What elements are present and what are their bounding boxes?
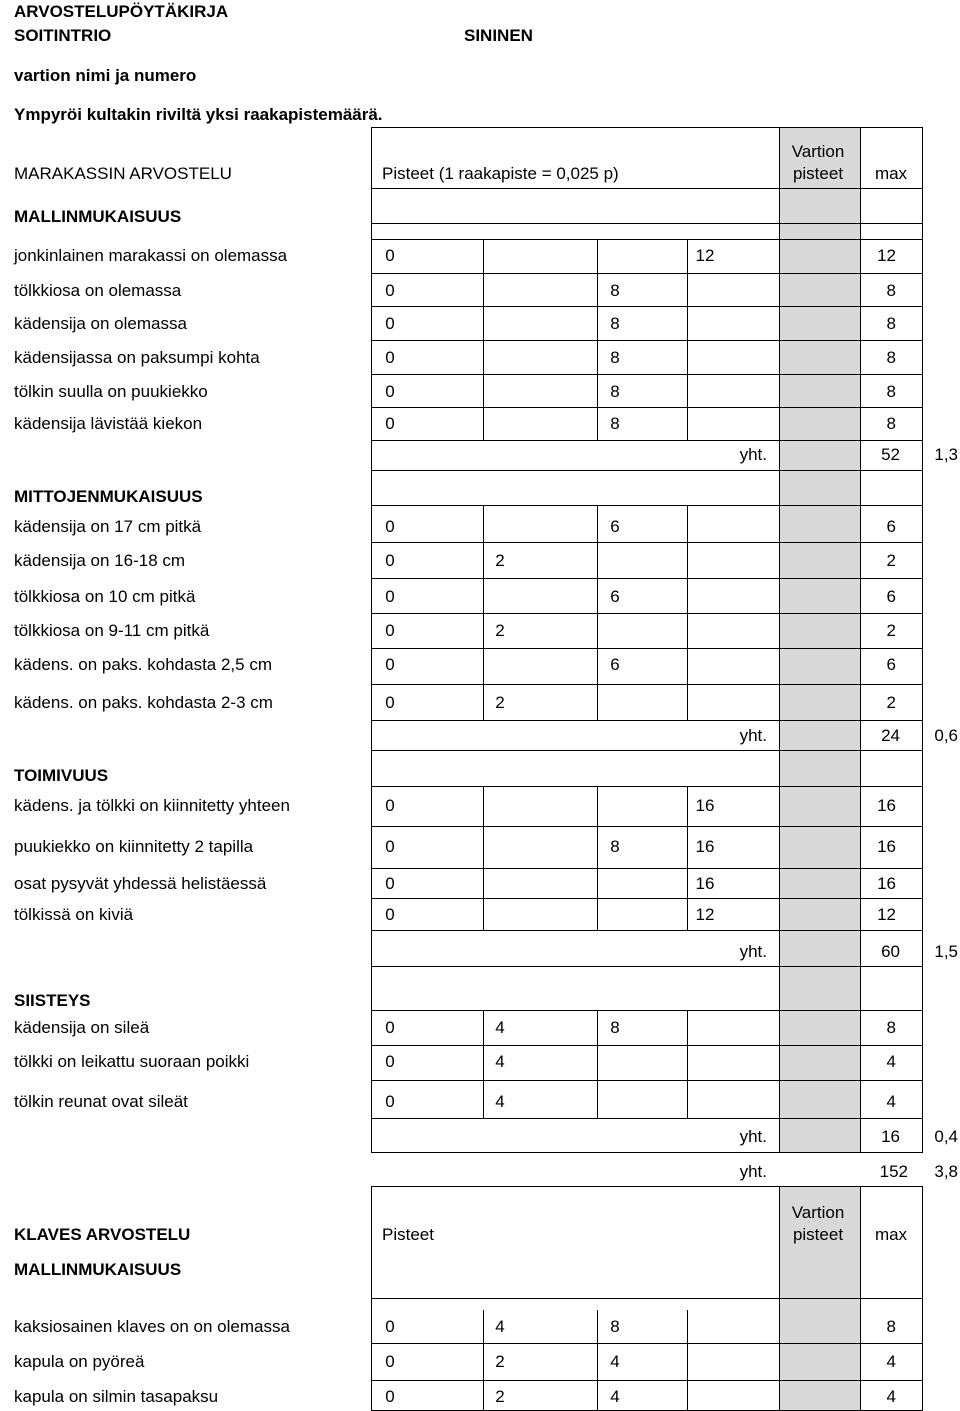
grid-line <box>687 505 688 720</box>
grid-line <box>922 127 923 1152</box>
grid-line <box>483 505 484 720</box>
raw-score-option: 6 <box>610 587 620 606</box>
raw-score-option: 0 <box>385 382 395 401</box>
klaves-max-header: max <box>874 1225 908 1244</box>
grid-line <box>371 1010 923 1011</box>
section-title: MITTOJENMUKAISUUS <box>14 487 203 506</box>
max-value: 8 <box>886 1317 896 1336</box>
total-points: 0,6 <box>934 726 958 745</box>
raw-score-option: 0 <box>385 1052 395 1071</box>
criterion-label: kapula on silmin tasapaksu <box>14 1387 219 1406</box>
criterion-label: kädensija on 17 cm pitkä <box>14 517 202 536</box>
grid-line <box>371 188 923 189</box>
max-value: 8 <box>886 382 896 401</box>
grid-line <box>371 1080 923 1081</box>
grid-line <box>371 930 923 931</box>
grid-line <box>371 306 923 307</box>
section-title: TOIMIVUUS <box>14 766 109 785</box>
grid-line <box>371 440 923 441</box>
grid-line <box>371 720 923 721</box>
raw-score-option: 0 <box>385 348 395 367</box>
grid-line <box>597 505 598 720</box>
criterion-label: kädensija lävistää kiekon <box>14 414 203 433</box>
max-value: 8 <box>886 281 896 300</box>
raw-score-option: 0 <box>385 837 395 856</box>
max-value: 16 <box>877 874 896 893</box>
criterion-label: kädens. on paks. kohdasta 2-3 cm <box>14 693 273 712</box>
points-header: Pisteet (1 raakapiste = 0,025 p) <box>382 164 619 183</box>
raw-score-option: 2 <box>495 551 505 570</box>
total-max: 24 <box>881 726 900 745</box>
grid-line <box>687 786 688 930</box>
grid-line <box>371 127 372 1152</box>
raw-score-option: 0 <box>385 414 395 433</box>
raw-score-option: 8 <box>610 314 620 333</box>
raw-score-option: 0 <box>385 796 395 815</box>
raw-score-option: 16 <box>695 837 715 856</box>
raw-score-option: 0 <box>385 621 395 640</box>
criterion-label: tölkin reunat ovat sileät <box>14 1092 188 1111</box>
criterion-label: osat pysyvät yhdessä helistäessä <box>14 874 267 893</box>
criterion-label: tölkkiosa on olemassa <box>14 281 182 300</box>
total-points: 0,4 <box>934 1127 958 1146</box>
raw-score-option: 0 <box>385 655 395 674</box>
raw-score-option: 4 <box>610 1352 620 1371</box>
raw-score-option: 16 <box>695 796 715 815</box>
raw-score-option: 0 <box>385 693 395 712</box>
grid-line <box>597 786 598 930</box>
grid-line <box>371 273 923 274</box>
raw-score-option: 8 <box>610 281 620 300</box>
total-label: yht. <box>739 942 767 961</box>
section-title: SIISTEYS <box>14 991 91 1010</box>
raw-score-option: 4 <box>495 1052 505 1071</box>
max-value: 8 <box>886 348 896 367</box>
grid-line <box>371 470 923 471</box>
grid-line <box>483 1310 484 1410</box>
criterion-label: puukiekko on kiinnitetty 2 tapilla <box>14 837 254 856</box>
max-value: 6 <box>886 517 896 536</box>
raw-score-option: 8 <box>610 382 620 401</box>
grid-line <box>483 239 484 440</box>
raw-score-option: 0 <box>385 905 395 924</box>
grid-line <box>371 1380 923 1381</box>
raw-score-option: 8 <box>610 1018 620 1037</box>
max-value: 8 <box>886 414 896 433</box>
criterion-label: kädensijassa on paksumpi kohta <box>14 348 260 367</box>
raw-score-option: 6 <box>610 517 620 536</box>
criterion-label: jonkinlainen marakassi on olemassa <box>14 246 288 265</box>
klaves-team-points-header: pisteet <box>792 1225 844 1244</box>
raw-score-option: 0 <box>385 551 395 570</box>
raw-score-option: 12 <box>695 905 715 924</box>
grid-line <box>371 223 923 224</box>
grid-line <box>687 239 688 440</box>
criterion-label: kädens. ja tölkki on kiinnitetty yhteen <box>14 796 290 815</box>
grid-line <box>371 684 923 685</box>
grid-line <box>860 127 861 1152</box>
raw-score-option: 2 <box>495 693 505 712</box>
total-points: 1,3 <box>934 445 958 464</box>
max-value: 16 <box>877 837 896 856</box>
grid-line <box>597 1010 598 1118</box>
max-value: 12 <box>877 905 896 924</box>
total-max: 16 <box>881 1127 900 1146</box>
criterion-label: kädensija on sileä <box>14 1018 150 1037</box>
klaves-points-header: Pisteet <box>382 1225 434 1244</box>
raw-score-option: 0 <box>385 1352 395 1371</box>
max-header: max <box>874 164 908 183</box>
marakassi-title: MARAKASSIN ARVOSTELU <box>14 164 232 183</box>
team-points-header: pisteet <box>792 164 844 183</box>
grid-line <box>371 613 923 614</box>
team-color: SININEN <box>464 26 533 45</box>
grid-line <box>597 239 598 440</box>
grid-line <box>371 340 923 341</box>
max-value: 2 <box>886 551 896 570</box>
grid-line <box>371 1045 923 1046</box>
grid-line <box>371 407 923 408</box>
klaves-team-points-header: Vartion <box>791 1203 845 1222</box>
max-value: 2 <box>886 621 896 640</box>
max-value: 16 <box>877 796 896 815</box>
raw-score-option: 8 <box>610 837 620 856</box>
total-points: 1,5 <box>934 942 958 961</box>
raw-score-option: 4 <box>495 1092 505 1111</box>
max-value: 4 <box>886 1387 896 1406</box>
max-value: 6 <box>886 587 896 606</box>
grid-line <box>371 648 923 649</box>
total-max: 52 <box>881 445 900 464</box>
grid-line <box>371 1298 923 1299</box>
criterion-label: kädens. on paks. kohdasta 2,5 cm <box>14 655 272 674</box>
grid-line <box>371 542 923 543</box>
criterion-label: kädensija on 16-18 cm <box>14 551 186 570</box>
criterion-label: tölkkiosa on 9-11 cm pitkä <box>14 621 210 640</box>
max-value: 2 <box>886 693 896 712</box>
raw-score-option: 12 <box>695 246 715 265</box>
team-points-cell[interactable] <box>779 127 860 1152</box>
raw-score-option: 0 <box>385 1317 395 1336</box>
grand-total-points: 3,8 <box>934 1162 958 1181</box>
grid-line <box>371 374 923 375</box>
instruction-text: Ympyröi kultakin riviltä yksi raakapistemäärä. <box>14 105 383 124</box>
raw-score-option: 8 <box>610 348 620 367</box>
raw-score-option: 16 <box>695 874 715 893</box>
raw-score-option: 4 <box>610 1387 620 1406</box>
raw-score-option: 2 <box>495 1387 505 1406</box>
raw-score-option: 0 <box>385 314 395 333</box>
criterion-label: kapula on pyöreä <box>14 1352 145 1371</box>
grid-line <box>371 898 923 899</box>
grid-line <box>483 786 484 930</box>
klaves-title: KLAVES ARVOSTELU <box>14 1225 191 1244</box>
max-value: 8 <box>886 314 896 333</box>
team-name-label: vartion nimi ja numero <box>14 66 197 85</box>
raw-score-option: 8 <box>610 414 620 433</box>
grand-total-max: 152 <box>879 1162 908 1181</box>
grid-line <box>371 966 923 967</box>
raw-score-option: 4 <box>495 1018 505 1037</box>
grid-line <box>371 127 923 128</box>
team-points-header: Vartion <box>791 142 845 161</box>
max-value: 4 <box>886 1352 896 1371</box>
grid-line <box>687 1010 688 1118</box>
grid-line <box>483 1010 484 1118</box>
grid-line <box>371 826 923 827</box>
raw-score-option: 4 <box>495 1317 505 1336</box>
criterion-label: tölkin suulla on puukiekko <box>14 382 208 401</box>
raw-score-option: 0 <box>385 1092 395 1111</box>
raw-score-option: 8 <box>610 1317 620 1336</box>
max-value: 6 <box>886 655 896 674</box>
criterion-label: tölkissä on kiviä <box>14 905 134 924</box>
criterion-label: tölkki on leikattu suoraan poikki <box>14 1052 250 1071</box>
grid-line <box>371 868 923 869</box>
klaves-section-title: MALLINMUKAISUUS <box>14 1260 182 1279</box>
raw-score-option: 0 <box>385 246 395 265</box>
grid-line <box>371 505 923 506</box>
total-label: yht. <box>739 445 767 464</box>
grid-line <box>779 127 780 1152</box>
raw-score-option: 0 <box>385 517 395 536</box>
max-value: 8 <box>886 1018 896 1037</box>
grid-line <box>371 1118 923 1119</box>
raw-score-option: 0 <box>385 587 395 606</box>
max-value: 12 <box>877 246 896 265</box>
max-value: 4 <box>886 1052 896 1071</box>
total-max: 60 <box>881 942 900 961</box>
grid-line <box>371 750 923 751</box>
raw-score-option: 0 <box>385 874 395 893</box>
grid-line <box>687 1310 688 1410</box>
criterion-label: kaksiosainen klaves on on olemassa <box>14 1317 290 1336</box>
grid-line <box>371 786 923 787</box>
section-title: MALLINMUKAISUUS <box>14 207 182 226</box>
max-value: 4 <box>886 1092 896 1111</box>
grid-line <box>371 1186 923 1187</box>
page-title: ARVOSTELUPÖYTÄKIRJA <box>14 2 229 21</box>
raw-score-option: 0 <box>385 1018 395 1037</box>
grid-line <box>371 1343 923 1344</box>
grid-line <box>371 239 923 240</box>
raw-score-option: 2 <box>495 621 505 640</box>
grand-total-label: yht. <box>739 1162 767 1181</box>
raw-score-option: 2 <box>495 1352 505 1371</box>
raw-score-option: 0 <box>385 1387 395 1406</box>
grid-line <box>597 1310 598 1410</box>
grid-line <box>371 1152 923 1153</box>
criterion-label: kädensija on olemassa <box>14 314 187 333</box>
criterion-label: tölkkiosa on 10 cm pitkä <box>14 587 196 606</box>
raw-score-option: 6 <box>610 655 620 674</box>
total-label: yht. <box>739 726 767 745</box>
total-label: yht. <box>739 1127 767 1146</box>
raw-score-option: 0 <box>385 281 395 300</box>
page-subtitle: SOITINTRIO <box>14 26 112 45</box>
grid-line <box>371 578 923 579</box>
